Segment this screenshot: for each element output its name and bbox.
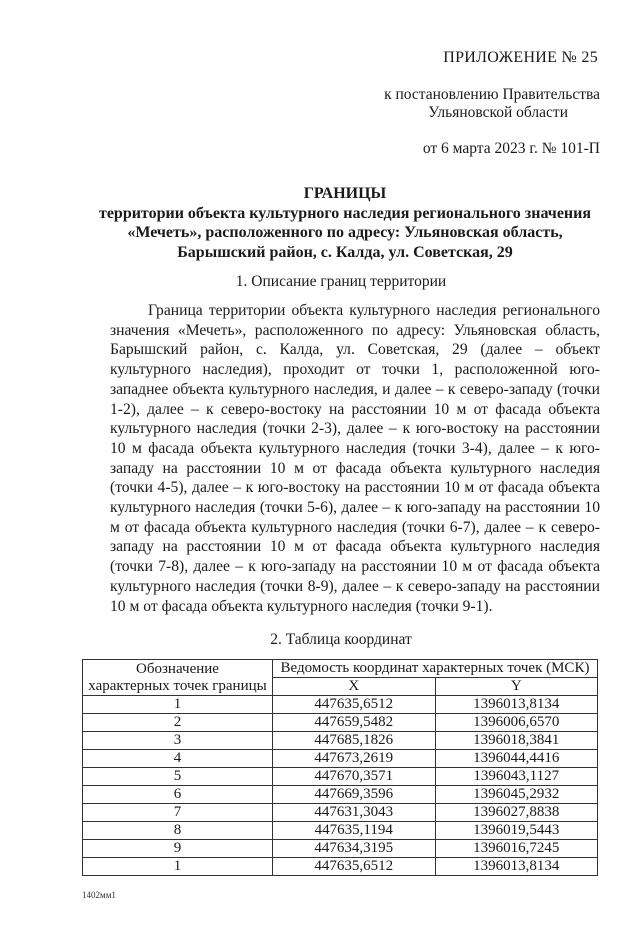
x-coordinate: 447635,6512 xyxy=(273,858,436,876)
point-number: 1 xyxy=(83,858,273,876)
table-row xyxy=(83,822,598,840)
coordinates-table xyxy=(82,659,598,876)
table-row xyxy=(83,768,598,786)
y-coordinate: 1396016,7245 xyxy=(435,840,598,858)
y-header: Y xyxy=(435,678,598,696)
table-row xyxy=(83,714,598,732)
y-coordinate: 1396013,8134 xyxy=(435,858,598,876)
annex-number: ПРИЛОЖЕНИЕ № 25 xyxy=(443,49,598,66)
x-coordinate: 447669,3596 xyxy=(273,786,436,804)
x-coordinate: 447670,3571 xyxy=(273,768,436,786)
point-number: 4 xyxy=(83,750,273,768)
document-subtitle-line1: территории объекта культурного наследия регионального значения xyxy=(98,204,592,222)
point-number: 5 xyxy=(83,768,273,786)
table-row xyxy=(83,750,598,768)
table-row xyxy=(83,696,598,714)
x-coordinate: 447659,5482 xyxy=(273,714,436,732)
x-header: X xyxy=(273,678,436,696)
table-row xyxy=(83,804,598,822)
boundary-description: Граница территории объекта культурного наследия регионального значения «Мечеть», расположенного по адресу: Ульяновская область, Барышский район, с. Калда, ул. Советская, 29 (далее – объект культурного наследия), проходит от точки 1, расположенной юго-западнее объекта культурного наследия, и далее – к северо-западу (точки 1-2), далее – к северо-востоку на расстоянии 10 м от фасада объекта культурного наследия (точки 2-3), далее – к юго-востоку на расстоянии 10 м фасада объекта культурного наследия (точки 3-4), далее – к юго-западу на расстоянии 10 м от фасада объекта культурного наследия (точки 4-5), далее – к юго-востоку на расстоянии 10 м от фасада объекта культурного наследия (точки 5-6), далее – к юго-западу на расстоянии 10 м от фасада объекта культурного наследия (точки 6-7), далее – к северо-западу на расстоянии 10 м от фасада объекта культурного наследия (точки 7-8), далее – к юго-западу на расстоянии 10 м от фасада объекта культурного наследия (точки 8-9), далее – к северо-западу на расстоянии 10 м от фасада объекта культурного наследия (точки 9-1). xyxy=(110,302,600,615)
table-header-row xyxy=(83,660,598,678)
table-header-row xyxy=(83,678,598,696)
y-coordinate: 1396013,8134 xyxy=(435,696,598,714)
y-coordinate: 1396043,1127 xyxy=(435,768,598,786)
section1-heading: 1. Описание границ территории xyxy=(235,273,447,290)
decree-reference-line1: к постановлению Правительства xyxy=(384,86,600,103)
decree-reference-line2: Ульяновской области xyxy=(428,104,568,121)
point-number: 6 xyxy=(83,786,273,804)
table-row xyxy=(83,858,598,876)
section2-heading: 2. Таблица координат xyxy=(270,631,412,649)
y-coordinate: 1396045,2932 xyxy=(435,786,598,804)
y-coordinate: 1396018,3841 xyxy=(435,732,598,750)
table-row xyxy=(83,840,598,858)
x-coordinate: 447635,1194 xyxy=(273,822,436,840)
x-coordinate: 447634,3195 xyxy=(273,840,436,858)
y-coordinate: 1396044,4416 xyxy=(435,750,598,768)
table-row xyxy=(83,786,598,804)
x-coordinate: 447631,3043 xyxy=(273,804,436,822)
coordinates-group-header: Ведомость координат характерных точек (МСК) xyxy=(273,660,598,678)
point-number: 9 xyxy=(83,840,273,858)
document-subtitle-line3: Барышский район, с. Калда, ул. Советская, 29 xyxy=(177,243,513,261)
y-coordinate: 1396019,5443 xyxy=(435,822,598,840)
y-coordinate: 1396027,8838 xyxy=(435,804,598,822)
table-row xyxy=(83,732,598,750)
x-coordinate: 447635,6512 xyxy=(273,696,436,714)
point-number: 3 xyxy=(83,732,273,750)
point-number: 8 xyxy=(83,822,273,840)
document-title: ГРАНИЦЫ xyxy=(303,185,387,202)
point-header: Обозначение xyxy=(83,660,273,678)
footer-code: 1402мм1 xyxy=(82,890,116,901)
x-coordinate: 447685,1826 xyxy=(273,732,436,750)
point-number: 2 xyxy=(83,714,273,732)
point-number: 1 xyxy=(83,696,273,714)
y-coordinate: 1396006,6570 xyxy=(435,714,598,732)
point-number: 7 xyxy=(83,804,273,822)
document-subtitle-line2: «Мечеть», расположенного по адресу: Ульяновская область, xyxy=(127,224,563,241)
point-header-line2: характерных точек границы xyxy=(83,678,273,696)
decree-date: от 6 марта 2023 г. № 101-П xyxy=(422,140,600,157)
x-coordinate: 447673,2619 xyxy=(273,750,436,768)
